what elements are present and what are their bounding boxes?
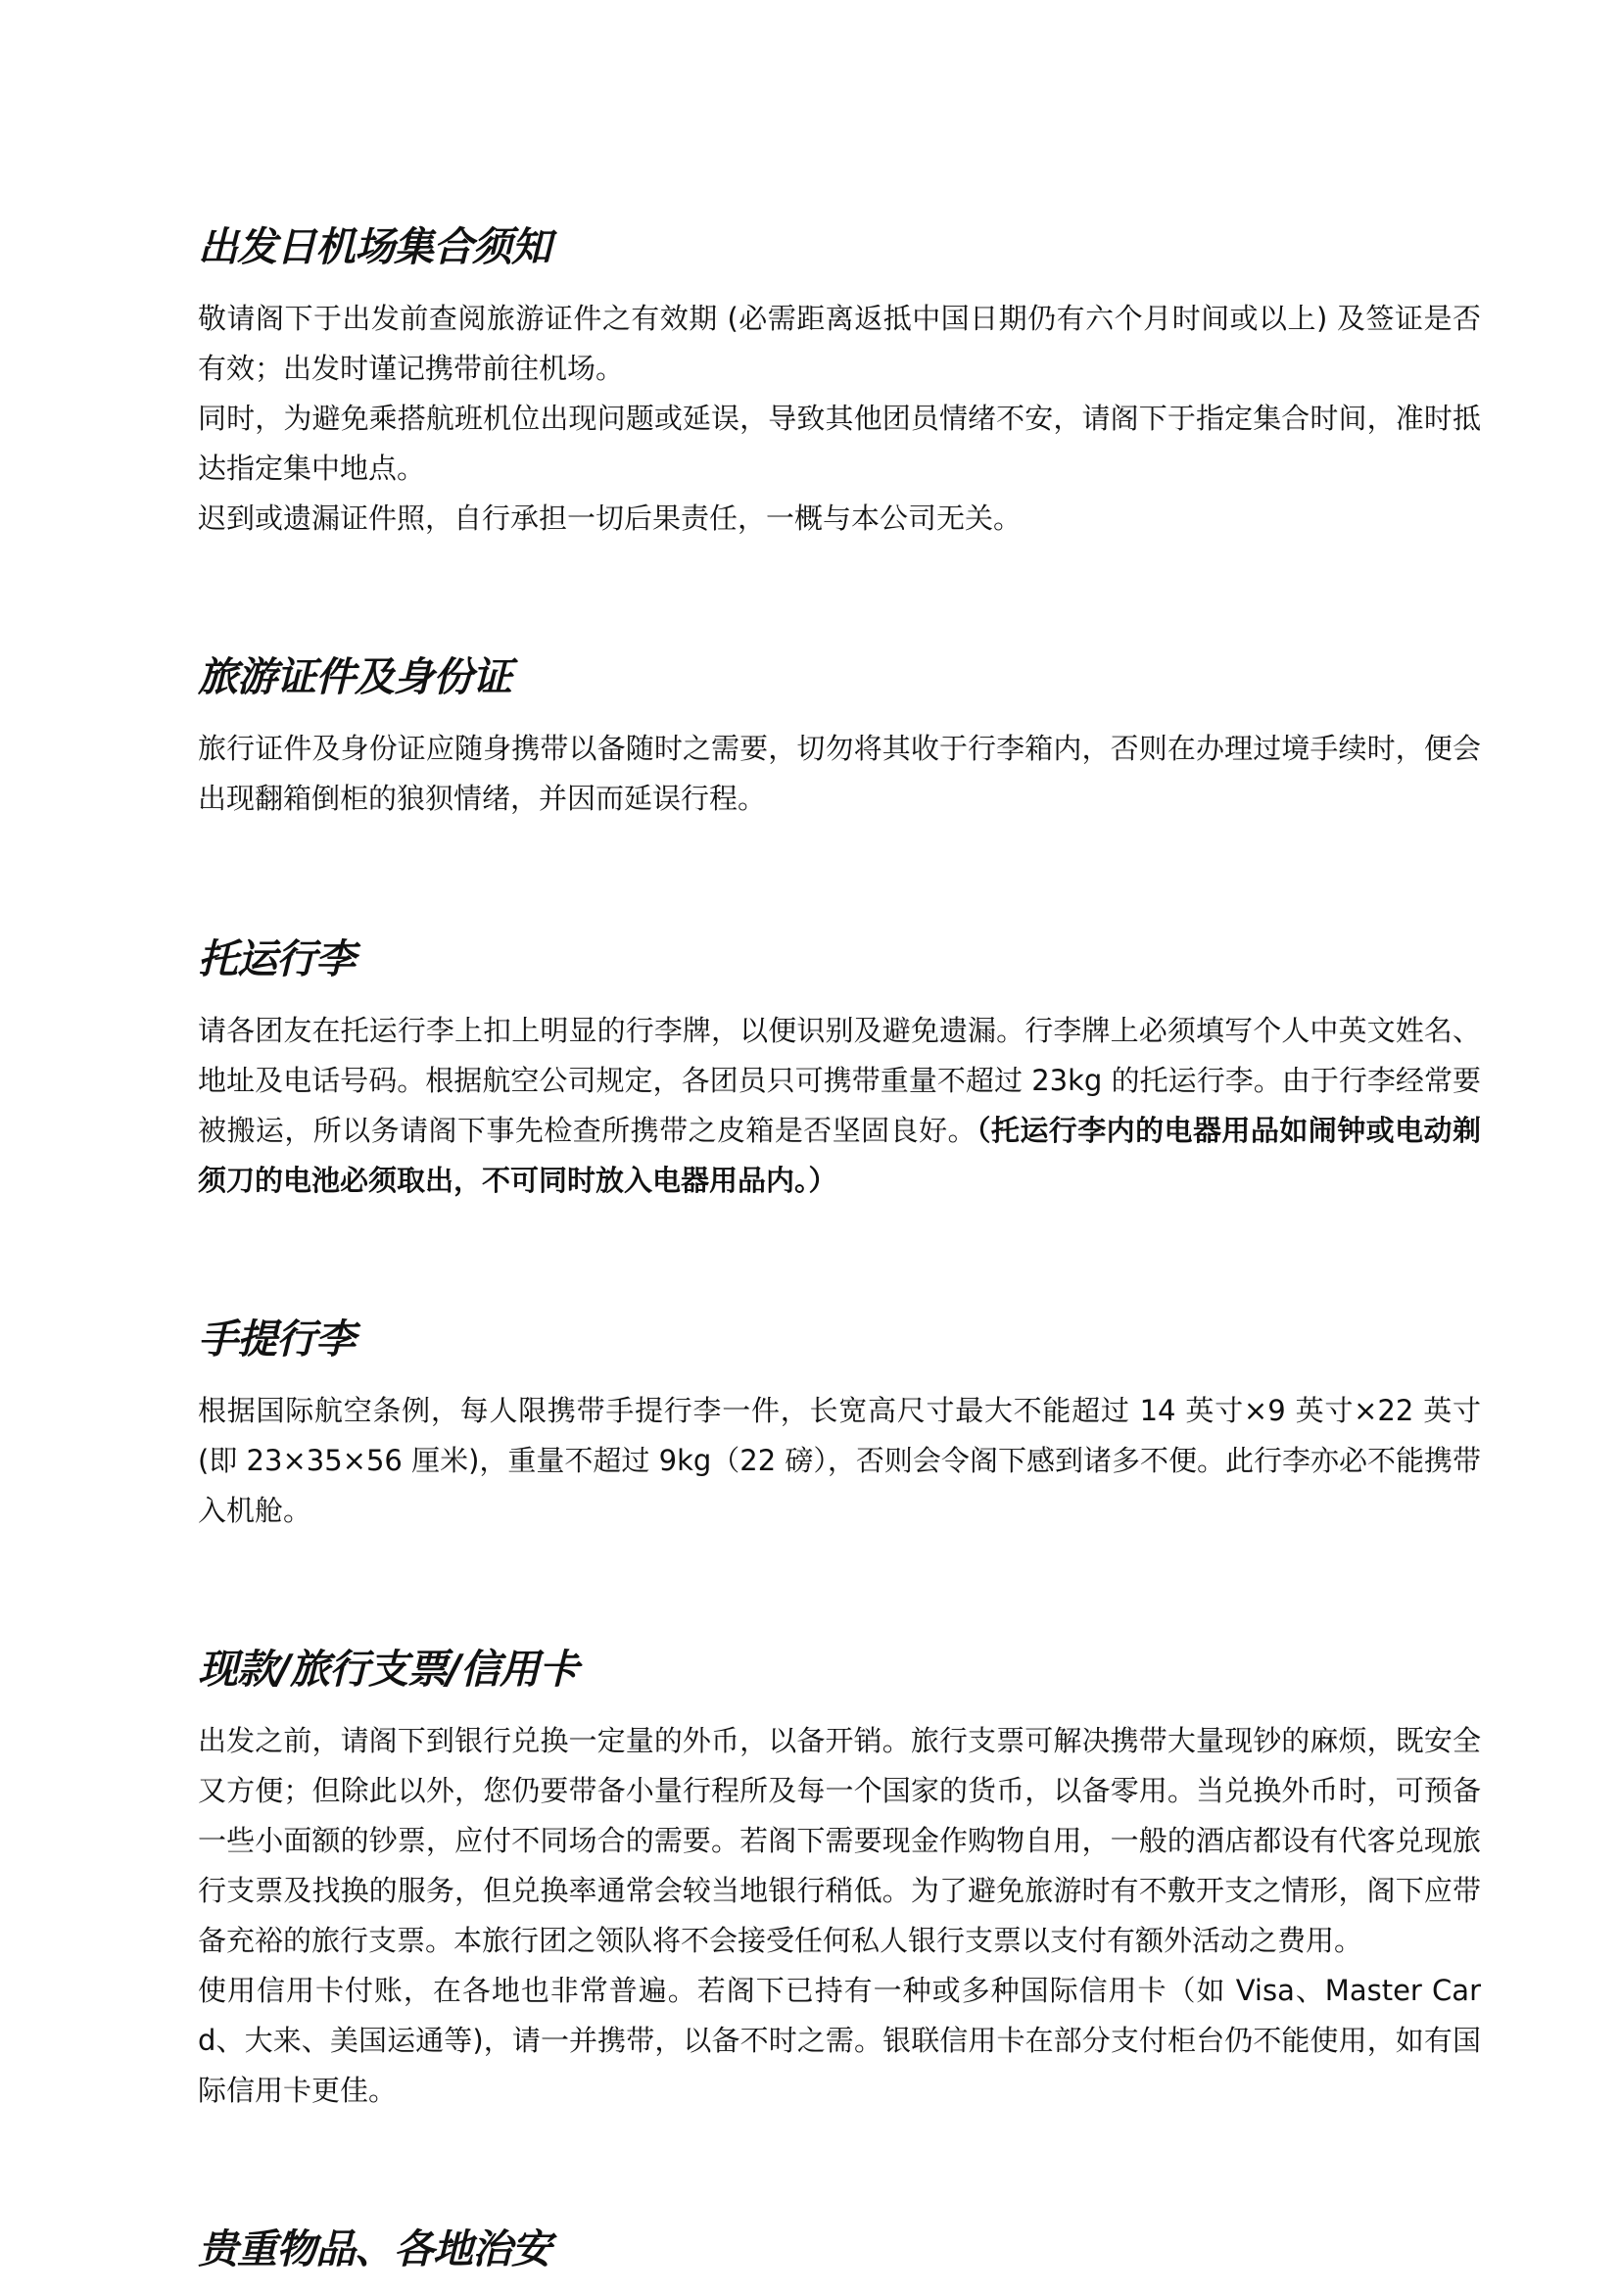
section-cash-cheques-cards xyxy=(198,1642,1481,2116)
section-checked-baggage xyxy=(198,932,1481,1206)
section-title: 现款/旅行支票/信用卡 xyxy=(198,1646,578,1693)
paragraph: 旅行证件及身份证应随身携带以备随时之需要，切勿将其收于行李箱内，否则在办理过境手续时，便会出现翻箱倒柜的狼狈情绪，并因而延误行程。 xyxy=(198,732,1481,815)
paragraph: 敬请阁下于出发前查阅旅游证件之有效期 (必需距离返抵中国日期仍有六个月时间或以上) 及签证是否有效；出发时谨记携带前往机场。 xyxy=(198,302,1481,385)
document-content xyxy=(198,219,1481,2296)
paragraph-text: 请各团友在托运行李上扣上明显的行李牌，以便识别及避免遗漏。行李牌上必须填写个人中英文姓名、地址及电话号码。根据航空公司规定，各团员只可携带重量不超过 23kg 的托运行李。由于行李经常要被搬运，所以务请阁下事先检查所携带之皮箱是否坚固良好。 xyxy=(198,1014,1481,1147)
bold-notice: （托运行李内的电器用品如闹钟或电动剃须刀的电池必须取出，不可同时放入电器用品内。） xyxy=(198,1114,1481,1197)
section-airport-assembly xyxy=(198,219,1481,544)
section-title: 贵重物品、各地治安 xyxy=(198,2225,550,2272)
paragraph: 使用信用卡付账，在各地也非常普遍。若阁下已持有一种或多种国际信用卡（如 Visa、Master Card、大来、美国运通等)，请一并携带，以备不时之需。银联信用卡在部分支付柜台仍不能使用，如有国际信用卡更佳。 xyxy=(198,1974,1481,2107)
section-title: 出发日机场集合须知 xyxy=(198,223,550,270)
section-title: 旅游证件及身份证 xyxy=(198,653,511,700)
section-valuables-security xyxy=(198,2222,1481,2276)
paragraph: 根据国际航空条例，每人限携带手提行李一件，长宽高尺寸最大不能超过 14 英寸×9 英寸×22 英寸 (即 23×35×56 厘米)，重量不超过 9kg（22 磅），否则会令阁下感到诸多不便。此行李亦必不能携带入机舱。 xyxy=(198,1394,1481,1527)
section-title: 手提行李 xyxy=(198,1315,355,1363)
paragraph: 迟到或遗漏证件照，自行承担一切后果责任，一概与本公司无关。 xyxy=(198,502,1023,535)
section-travel-documents xyxy=(198,649,1481,824)
paragraph xyxy=(198,1006,1481,1206)
paragraph: 出发之前，请阁下到银行兑换一定量的外币，以备开销。旅行支票可解决携带大量现钞的麻烦，既安全又方便；但除此以外，您仍要带备小量行程所及每一个国家的货币，以备零用。当兑换外币时，可预备一些小面额的钞票，应付不同场合的需要。若阁下需要现金作购物自用，一般的酒店都设有代客兑现旅行支票及找换的服务，但兑换率通常会较当地银行稍低。为了避免旅游时有不敷开支之情形，阁下应带备充裕的旅行支票。本旅行团之领队将不会接受任何私人银行支票以支付有额外活动之费用。 xyxy=(198,1724,1481,1957)
paragraph: 同时，为避免乘搭航班机位出现问题或延误，导致其他团员情绪不安，请阁下于指定集合时间，准时抵达指定集中地点。 xyxy=(198,402,1481,485)
section-carry-on-baggage xyxy=(198,1312,1481,1536)
section-title: 托运行李 xyxy=(198,935,355,982)
